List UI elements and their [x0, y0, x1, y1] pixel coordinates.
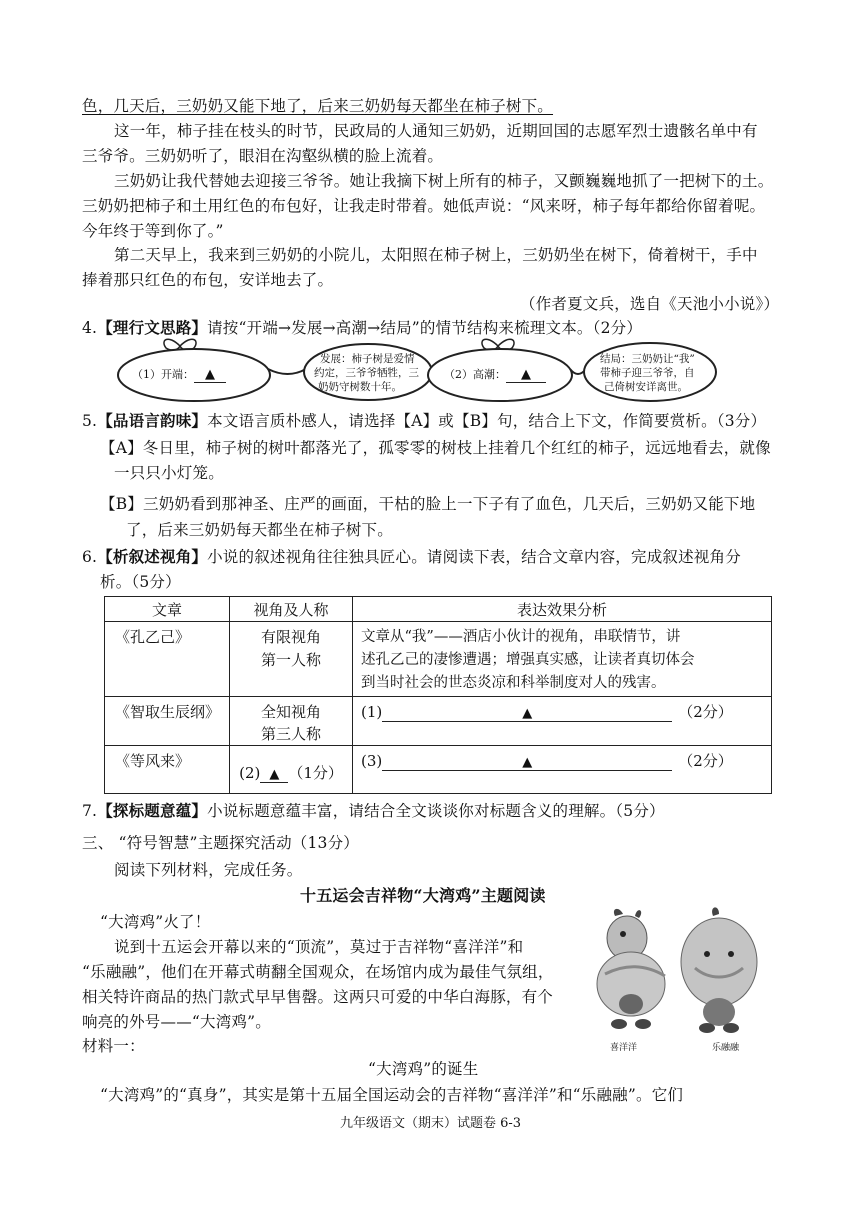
question-text: 请按“开端→发展→高潮→结局”的情节结构来梳理文本。（2分） [207, 319, 643, 337]
perspective-text: 全知视角 [260, 703, 321, 721]
story-line: 第二天早上，我来到三奶奶的小院儿，太阳照在柿子树上，三奶奶坐在树下，倚着树干，手中 [114, 246, 758, 264]
oval-development-text: 奶奶守树数十年。 [318, 381, 402, 393]
table-row [105, 697, 772, 746]
person-text: 第一人称 [260, 651, 321, 669]
oval-ending-text: 己倚树安详离世。 [604, 381, 688, 393]
analysis-text: 到当时社会的世态炎凉和科举制度对人的残害。 [361, 675, 666, 691]
reading-line: 相关特许商品的热门款式早早售罄。这两只可爱的中华白海豚，有个 [82, 988, 554, 1006]
reading-line: “大湾鸡”火了！ [100, 913, 211, 931]
table-header: 文章 [105, 597, 230, 622]
reading-line: 响亮的外号——“大湾鸡”。 [82, 1013, 271, 1031]
answer-blank[interactable]: ▲ [382, 703, 672, 722]
story-line: 三爷爷。三奶奶听了，眼泪在沟壑纵横的脸上流着。 [82, 147, 444, 165]
question-tag: 【析叙述视角】 [97, 547, 208, 566]
table-row [105, 622, 772, 697]
analysis-text: 述孔乙己的凄惨遭遇；增强真实感，让读者真切体会 [361, 652, 695, 668]
table-cell: 《孔乙己》 [105, 622, 230, 697]
table-cell: 《智取生辰纲》 [105, 697, 230, 746]
material-subtitle: “大湾鸡”的诞生 [368, 1060, 479, 1078]
table-cell [230, 746, 353, 794]
question-tag: 【探标题意蕴】 [97, 801, 208, 820]
oval-ending-text: 带柿子迎三爷爷，自 [600, 367, 695, 379]
option-b: 【B】三奶奶看到那神圣、庄严的画面，干枯的脸上一下子有了血色，几天后，三奶奶又能下地 [100, 495, 756, 513]
table-row [105, 746, 772, 794]
answer-blank[interactable]: ▲ [382, 752, 672, 771]
score-text: （2分） [678, 703, 733, 721]
reading-line: 说到十五运会开幕以来的“顶流”，莫过于吉祥物“喜洋洋”和 [114, 938, 524, 956]
story-line: 色，几天后，三奶奶又能下地了，后来三奶奶每天都坐在柿子树下。 [82, 97, 554, 115]
table-cell [353, 746, 772, 794]
option-a: 【A】冬日里，柿子树的树叶都落光了，孤零零的树枝上挂着几个红红的柿子，远远地看去，就像 [100, 439, 771, 457]
table-header: 表达效果分析 [353, 597, 772, 622]
question-7 [82, 801, 665, 821]
question-tag: 【品语言韵味】 [97, 411, 208, 430]
section-heading: 三、 “符号智慧”主题探究活动（13分） [82, 834, 359, 852]
question-text: 析。（5分） [100, 573, 181, 591]
table-header-row [105, 597, 772, 622]
narrative-perspective-table [104, 596, 772, 794]
answer-blank[interactable]: ▲ [194, 368, 226, 383]
table-cell: 《等风来》 [105, 746, 230, 794]
person-text: 第三人称 [260, 725, 321, 743]
story-line: 三奶奶把柿子和土用红色的布包好，让我走时带着。她低声说：“风来呀，柿子每年都给你留着呢。 [82, 197, 766, 215]
question-number: 6. [82, 548, 98, 566]
score-text: （1分） [288, 764, 343, 782]
mascot-caption: 喜洋洋 [610, 1043, 638, 1053]
oval-ending-text: 结局：三奶奶让“我” [600, 353, 695, 365]
analysis-text: 文章从“我”——酒店小伙计的视角，串联情节，讲 [361, 629, 681, 645]
blank-label: (1) [361, 703, 383, 721]
question-text: 小说的叙述视角往往独具匠心。请阅读下表，结合文章内容，完成叙述视角分 [207, 548, 741, 566]
mascot-image [585, 904, 775, 1054]
section-instruction: 阅读下列材料，完成任务。 [114, 861, 303, 879]
question-number: 7. [82, 802, 98, 820]
table-header: 视角及人称 [230, 597, 353, 622]
oval-development-text: 发展：柿子树是爱情 [320, 353, 415, 365]
option-a: 一只只小灯笼。 [114, 464, 224, 482]
story-line: 这一年，柿子挂在枝头的时节，民政局的人通知三奶奶，近期回国的志愿军烈士遗骸名单中有 [114, 122, 758, 140]
question-5 [82, 411, 766, 431]
reading-line: “乐融融”，他们在开幕式萌翻全国观众，在场馆内成为最佳气氛组， [82, 963, 554, 981]
question-number: 5. [82, 412, 98, 430]
table-cell [230, 697, 353, 746]
story-line: 捧着那只红色的布包，安详地去了。 [82, 271, 334, 289]
table-cell [353, 697, 772, 746]
table-cell [230, 622, 353, 697]
perspective-text: 有限视角 [260, 628, 321, 646]
page-footer: 九年级语文（期末）试题卷 6-3 [340, 1116, 522, 1131]
oval-development-text: 约定，三爷爷牺牲，三 [314, 367, 419, 379]
score-text: （2分） [678, 752, 733, 770]
question-text: 小说标题意蕴丰富，请结合全文谈谈你对标题含义的理解。（5分） [207, 802, 665, 820]
story-line: 今年终于等到你了。” [82, 222, 224, 240]
blank-label: (2) [239, 764, 261, 782]
oval-beginning-label: （1）开端： ▲ [132, 368, 226, 383]
mascot-caption: 乐融融 [712, 1043, 740, 1053]
material-label: 材料一： [82, 1037, 145, 1055]
story-line: 三奶奶让我代替她去迎接三爷爷。她让我摘下树上所有的柿子，又颤巍巍地抓了一把树下的土。 [114, 172, 774, 190]
answer-blank[interactable]: ▲ [260, 764, 288, 783]
reading-line: “大湾鸡”的“真身”，其实是第十五届全国运动会的吉祥物“喜洋洋”和“乐融融”。它们 [100, 1086, 684, 1104]
dolphin-mascot-icon [597, 909, 665, 1029]
question-6 [82, 547, 741, 567]
question-text: 本文语言质朴感人，请选择【A】或【B】句，结合上下文，作简要赏析。（3分） [207, 412, 767, 430]
option-b: 了，后来三奶奶每天都坐在柿子树下。 [126, 521, 393, 539]
oval-climax-label: （2）高潮： ▲ [444, 368, 546, 383]
story-source: （作者夏文兵，选自《天池小小说》） [520, 295, 780, 313]
question-number: 4. [82, 319, 98, 337]
reading-title: 十五运会吉祥物“大湾鸡”主题阅读 [300, 886, 546, 905]
question-tag: 【理行文思路】 [97, 318, 208, 337]
table-cell [353, 622, 772, 697]
answer-blank[interactable]: ▲ [506, 368, 546, 383]
dolphin-mascot-icon [681, 907, 757, 1033]
blank-label: (3) [361, 752, 383, 770]
